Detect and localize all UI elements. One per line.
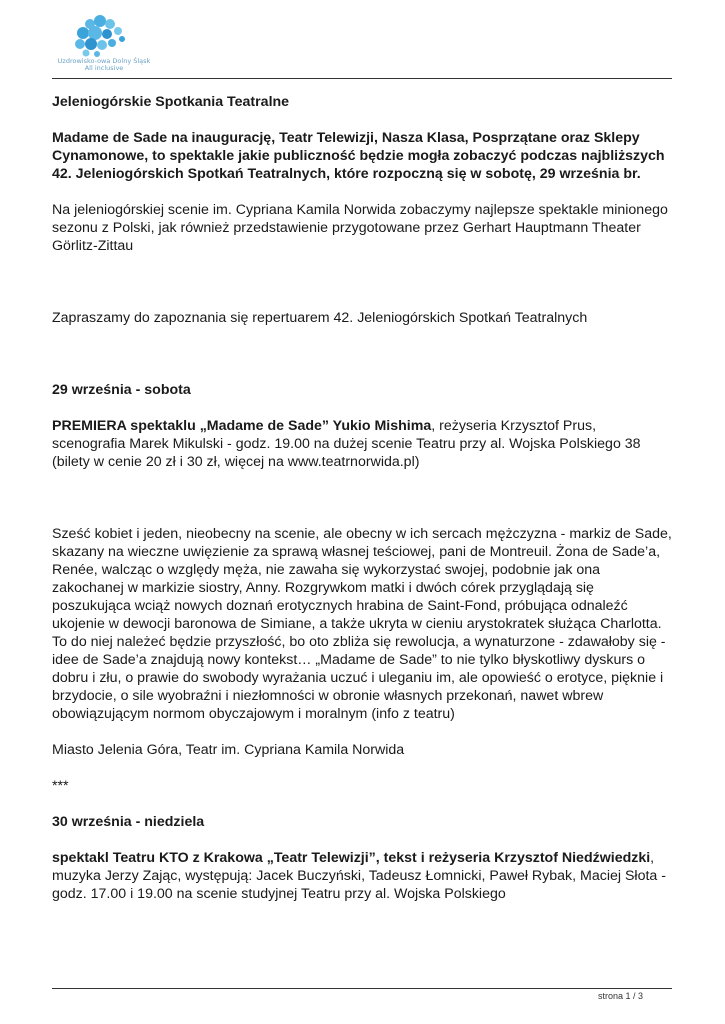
day1-description: Sześć kobiet i jeden, nieobecny na scenie, ale obecny w ich sercach mężczyzna - markiz de Sade, skazany na wieczne uwięzienie za sprawą własnej teściowej, pani de Montreuil. Żona de Sade’a, Renée, walcząc o względy męża, nie zawaha się wykorzystać swojej, podobnie jak ona zakochanej w markizie siostry, Anny. Rozgrywkom matki i dwóch córek przyglądają się poszukująca wciąż nowych doznań erotycznych hrabina de Saint-Fond, próbująca odnaleźć ukojenie w dewocji baronowa de Simiane, a także ukryta w cieniu arystokratek służąca Charlotta. To do niej należeć będzie przyszłość, bo oto zbliża się rewolucja, a wynaturzone - zdawałoby się - idee de Sade’a znajdują nowy kontekst… „Madame de Sade” to nie tylko błyskotliwy dyskurs o dobru i złu, o prawie do swobody wyrażania uczuć i uleganiu im, ale opowieść o erotyce, pięknie i brzydocie, o sile wyobraźni i niezłomności w obronie własnych przekonań, nawet wbrew obowiązującym normom obyczajowym i moralnym (info z teatru) xyxy=(52,526,672,722)
article-body xyxy=(52,93,672,903)
footer-divider xyxy=(52,988,672,989)
logo-caption-line2: All inclusive xyxy=(84,64,124,72)
day2-event-title: spektakl Teatru KTO z Krakowa „Teatr Telewizji”, tekst i reżyseria Krzysztof Niedźwiedzki xyxy=(52,850,651,866)
logo-bubbles-icon xyxy=(52,14,162,60)
section-separator: *** xyxy=(52,778,69,794)
day1-event xyxy=(52,417,672,471)
page-header xyxy=(52,14,672,80)
article-intro: Na jeleniogórskiej scenie im. Cypriana Kamila Norwida zobaczymy najlepsze spektakle minionego sezonu z Polski, jak również przedstawienie przygotowane przez Gerhart Hauptmann Theater Görlitz-Zittau xyxy=(52,202,668,254)
article-lead: Madame de Sade na inaugurację, Teatr Telewizji, Nasza Klasa, Posprzątane oraz Sklepy Cynamonowe, to spektakle jakie publiczność będzie mogła zobaczyć podczas najbliższych 42. Jeleniogórskich Spotkań Teatralnych, które rozpoczną się w sobotę, 29 września br. xyxy=(52,130,665,182)
header-divider xyxy=(52,78,672,79)
day1-heading: 29 września - sobota xyxy=(52,382,191,398)
day2-event xyxy=(52,849,672,903)
day1-event-title: PREMIERA spektaklu „Madame de Sade” Yukio Mishima xyxy=(52,418,432,434)
logo-caption-line1: Uzdrowisko-owa Dolny Śląsk xyxy=(57,57,151,65)
day1-location: Miasto Jelenia Góra, Teatr im. Cypriana Kamila Norwida xyxy=(52,742,405,758)
day2-event-details: , muzyka Jerzy Zając, występują: Jacek Buczyński, Tadeusz Łomnicki, Paweł Rybak, Maciej Słota - godz. 17.00 i 19.00 na scenie studyjnej Teatru przy al. Wojska Polskiego xyxy=(52,850,666,902)
logo-caption xyxy=(54,58,154,72)
article-title: Jeleniogórskie Spotkania Teatralne xyxy=(52,94,290,110)
article-invite: Zapraszamy do zapoznania się repertuarem 42. Jeleniogórskich Spotkań Teatralnych xyxy=(52,310,588,326)
site-logo[interactable] xyxy=(52,14,162,74)
page-number: strona 1 / 3 xyxy=(597,991,643,1001)
day2-heading: 30 września - niedziela xyxy=(52,814,205,830)
day1-event-details: , reżyseria Krzysztof Prus, scenografia Marek Mikulski - godz. 19.00 na dużej scenie Teatru przy al. Wojska Polskiego 38 (bilety w cenie 20 zł i 30 zł, więcej na www.teatrnorwida.pl) xyxy=(52,418,641,470)
